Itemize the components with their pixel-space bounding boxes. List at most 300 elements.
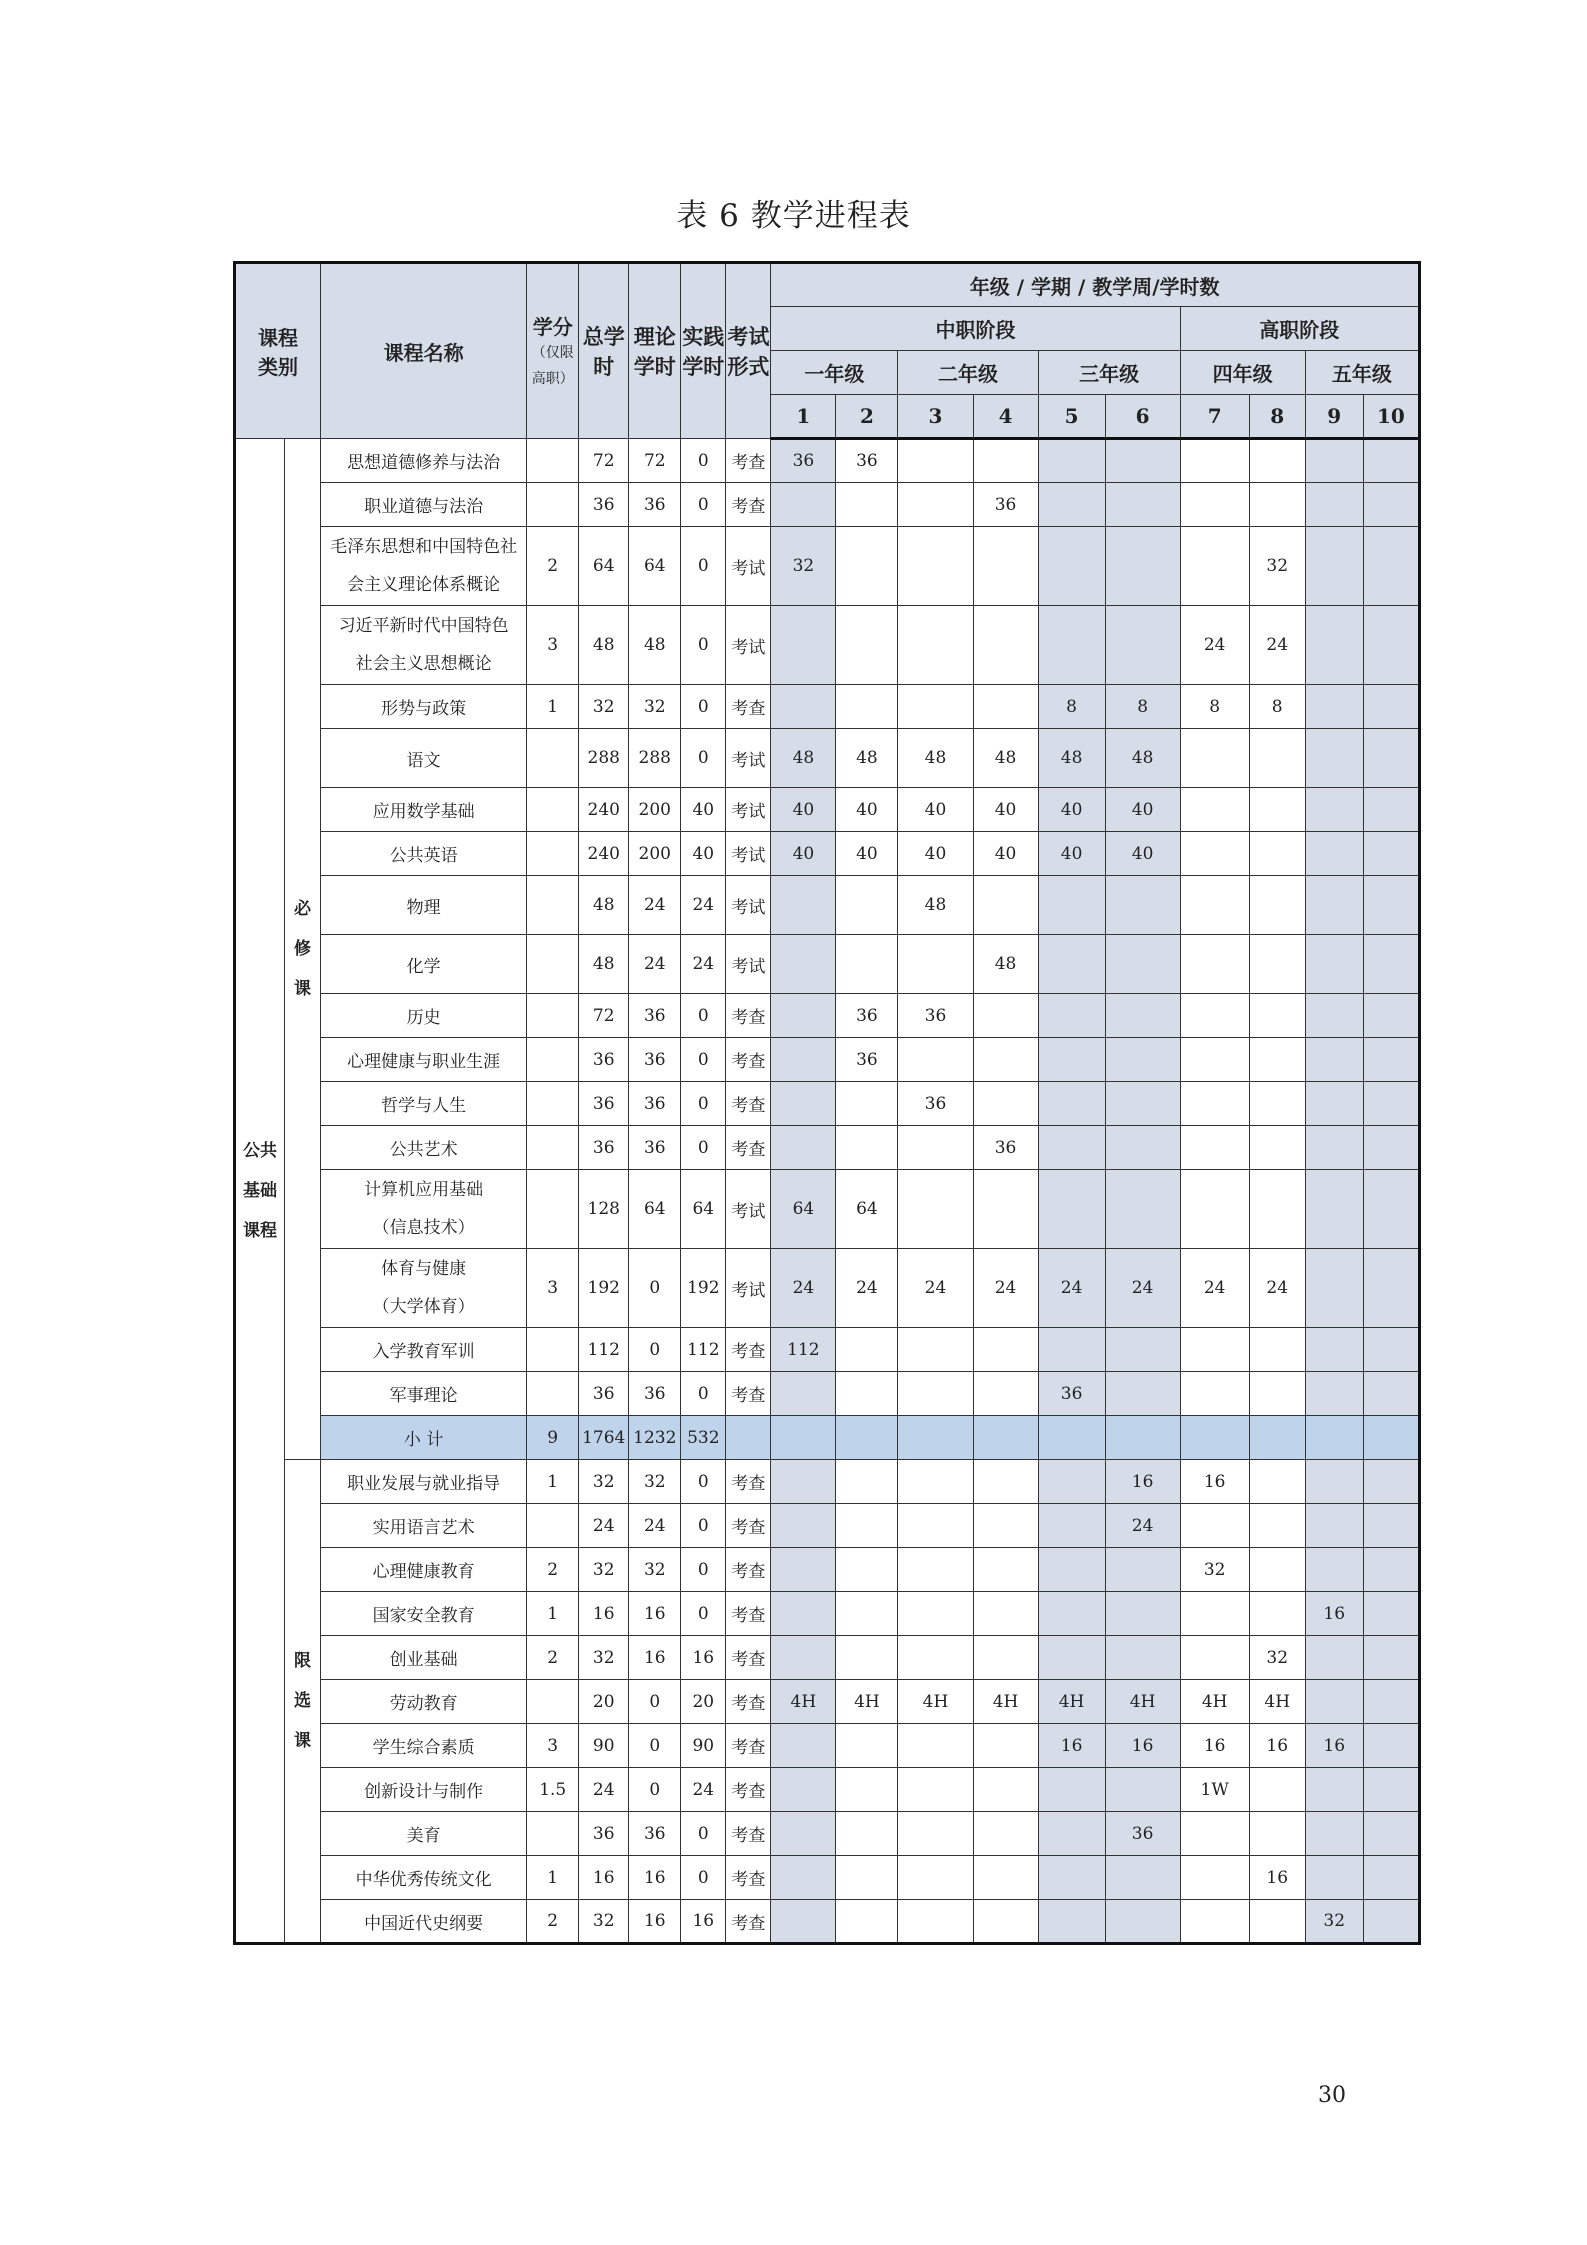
- header-practice-hours: 实践 学时: [681, 263, 726, 439]
- cell-credit: [527, 1170, 579, 1249]
- term-cell: 16: [1105, 1460, 1180, 1504]
- cell-total: 64: [579, 527, 629, 606]
- course-name-cell: 思想道德修养与法治: [321, 439, 527, 483]
- term-cell: 48: [1038, 729, 1105, 788]
- cell-total: 72: [579, 439, 629, 483]
- table-row: [235, 483, 1420, 527]
- course-name-cell: 化学: [321, 935, 527, 994]
- term-cell: 32: [771, 527, 836, 606]
- table-row: [235, 1328, 1420, 1372]
- cell-exam: 考查: [726, 1126, 771, 1170]
- cell-credit: [527, 1082, 579, 1126]
- term-cell: [1180, 1170, 1249, 1249]
- term-cell: [898, 1038, 973, 1082]
- table-row: [235, 1856, 1420, 1900]
- term-cell: [973, 1812, 1038, 1856]
- cell-credit: 3: [527, 1249, 579, 1328]
- term-cell: 36: [836, 1038, 898, 1082]
- course-name-cell: 哲学与人生: [321, 1082, 527, 1126]
- cell-total: 20: [579, 1680, 629, 1724]
- term-cell: [771, 1724, 836, 1768]
- term-cell: [1363, 1460, 1419, 1504]
- term-cell: [836, 606, 898, 685]
- course-name-cell: 应用数学基础: [321, 788, 527, 832]
- term-cell: 48: [771, 729, 836, 788]
- term-cell: [1038, 606, 1105, 685]
- header-term: 6: [1105, 395, 1180, 439]
- course-name-cell: 美育: [321, 1812, 527, 1856]
- cell-theory: 32: [629, 685, 681, 729]
- term-cell: 40: [1105, 788, 1180, 832]
- cell-practice: 0: [681, 1372, 726, 1416]
- subtotal-credit: 9: [527, 1416, 579, 1460]
- term-cell: [1305, 1082, 1363, 1126]
- cell-theory: 24: [629, 1504, 681, 1548]
- term-cell: 8: [1105, 685, 1180, 729]
- header-total-hours: 总学 时: [579, 263, 629, 439]
- cell-exam: 考查: [726, 1636, 771, 1680]
- cell-practice: 0: [681, 439, 726, 483]
- term-cell: [1180, 1812, 1249, 1856]
- term-cell: 40: [771, 788, 836, 832]
- cell-total: 24: [579, 1504, 629, 1548]
- term-cell: 24: [1038, 1249, 1105, 1328]
- term-cell: 32: [1180, 1548, 1249, 1592]
- term-cell: 4H: [771, 1680, 836, 1724]
- term-cell: [1363, 1038, 1419, 1082]
- term-cell: [1105, 1126, 1180, 1170]
- term-cell: [1038, 1328, 1105, 1372]
- cell-exam: 考查: [726, 1724, 771, 1768]
- course-name-cell: 学生综合素质: [321, 1724, 527, 1768]
- table-row: [235, 685, 1420, 729]
- term-cell: [1038, 994, 1105, 1038]
- term-cell: [1105, 606, 1180, 685]
- term-cell: 16: [1305, 1724, 1363, 1768]
- term-cell: 48: [898, 876, 973, 935]
- table-row: [235, 1900, 1420, 1944]
- term-cell: 36: [771, 439, 836, 483]
- subtotal-empty: [1305, 1416, 1363, 1460]
- term-cell: [1249, 729, 1305, 788]
- table-row: [235, 1812, 1420, 1856]
- cell-total: 72: [579, 994, 629, 1038]
- term-cell: [1305, 832, 1363, 876]
- cell-theory: 288: [629, 729, 681, 788]
- course-name-cell: 实用语言艺术: [321, 1504, 527, 1548]
- subtotal-empty: [1105, 1416, 1180, 1460]
- term-cell: [973, 1724, 1038, 1768]
- cell-exam: 考试: [726, 1249, 771, 1328]
- term-cell: [898, 935, 973, 994]
- cell-exam: 考查: [726, 1504, 771, 1548]
- term-cell: [1038, 1900, 1105, 1944]
- term-cell: [898, 1328, 973, 1372]
- header-grade-term: 年级 / 学期 / 教学周/学时数: [771, 263, 1420, 307]
- course-name-cell: 军事理论: [321, 1372, 527, 1416]
- cell-practice: 0: [681, 994, 726, 1038]
- cell-total: 36: [579, 1812, 629, 1856]
- term-cell: 16: [1305, 1592, 1363, 1636]
- term-cell: [973, 1856, 1038, 1900]
- term-cell: 64: [771, 1170, 836, 1249]
- term-cell: [1038, 1082, 1105, 1126]
- term-cell: [1363, 994, 1419, 1038]
- term-cell: [1105, 1170, 1180, 1249]
- term-cell: [1363, 1636, 1419, 1680]
- table-row: [235, 1170, 1420, 1249]
- term-cell: [1363, 1170, 1419, 1249]
- cell-credit: 1: [527, 1592, 579, 1636]
- table-row: [235, 1504, 1420, 1548]
- subtotal-empty: [1363, 1416, 1419, 1460]
- term-cell: [1305, 1548, 1363, 1592]
- term-cell: [836, 1592, 898, 1636]
- table-row: [235, 1249, 1420, 1328]
- term-cell: [1180, 1328, 1249, 1372]
- term-cell: [1038, 527, 1105, 606]
- course-name-cell: 公共艺术: [321, 1126, 527, 1170]
- term-cell: [1305, 1328, 1363, 1372]
- term-cell: 8: [1249, 685, 1305, 729]
- cell-credit: 1.5: [527, 1768, 579, 1812]
- cell-practice: 24: [681, 876, 726, 935]
- course-name-cell: 创新设计与制作: [321, 1768, 527, 1812]
- term-cell: 16: [1249, 1724, 1305, 1768]
- table-row: [235, 788, 1420, 832]
- cell-practice: 24: [681, 935, 726, 994]
- cell-credit: [527, 994, 579, 1038]
- course-name-cell: 职业道德与法治: [321, 483, 527, 527]
- cell-total: 36: [579, 1372, 629, 1416]
- term-cell: [1249, 1592, 1305, 1636]
- term-cell: 32: [1305, 1900, 1363, 1944]
- term-cell: [1363, 1126, 1419, 1170]
- cell-credit: [527, 483, 579, 527]
- term-cell: [1038, 439, 1105, 483]
- course-name-cell: 物理: [321, 876, 527, 935]
- cell-practice: 40: [681, 788, 726, 832]
- cell-total: 128: [579, 1170, 629, 1249]
- term-cell: [1363, 1680, 1419, 1724]
- cell-practice: 90: [681, 1724, 726, 1768]
- cell-theory: 0: [629, 1768, 681, 1812]
- teaching-schedule-table: [233, 261, 1421, 1945]
- term-cell: [1180, 1082, 1249, 1126]
- term-cell: [1305, 1680, 1363, 1724]
- header-category: 课程 类别: [235, 263, 321, 439]
- cell-total: 288: [579, 729, 629, 788]
- term-cell: [771, 994, 836, 1038]
- course-name-cell: 形势与政策: [321, 685, 527, 729]
- term-cell: 48: [898, 729, 973, 788]
- table-row: [235, 1592, 1420, 1636]
- term-cell: [1305, 439, 1363, 483]
- term-cell: [771, 1812, 836, 1856]
- term-cell: [1180, 729, 1249, 788]
- header-term: 1: [771, 395, 836, 439]
- term-cell: [1038, 1170, 1105, 1249]
- table-row: [235, 527, 1420, 606]
- term-cell: 112: [771, 1328, 836, 1372]
- term-cell: 16: [1180, 1460, 1249, 1504]
- header-term: 10: [1363, 395, 1419, 439]
- term-cell: [898, 527, 973, 606]
- term-cell: [1180, 439, 1249, 483]
- cell-theory: 16: [629, 1592, 681, 1636]
- term-cell: [898, 1636, 973, 1680]
- term-cell: [1363, 876, 1419, 935]
- term-cell: [771, 606, 836, 685]
- term-cell: 24: [898, 1249, 973, 1328]
- term-cell: [973, 876, 1038, 935]
- term-cell: [1363, 527, 1419, 606]
- cell-total: 32: [579, 1460, 629, 1504]
- term-cell: [771, 1900, 836, 1944]
- term-cell: [1363, 439, 1419, 483]
- cell-theory: 16: [629, 1636, 681, 1680]
- term-cell: [973, 606, 1038, 685]
- term-cell: [1363, 935, 1419, 994]
- course-name-cell: 中国近代史纲要: [321, 1900, 527, 1944]
- term-cell: [1038, 1856, 1105, 1900]
- term-cell: [898, 1548, 973, 1592]
- course-name-cell: 职业发展与就业指导: [321, 1460, 527, 1504]
- term-cell: [1180, 1126, 1249, 1170]
- cell-exam: 考查: [726, 994, 771, 1038]
- term-cell: [1249, 1548, 1305, 1592]
- cell-practice: 64: [681, 1170, 726, 1249]
- cell-practice: 0: [681, 1548, 726, 1592]
- subtotal-empty: [771, 1416, 836, 1460]
- header-grade-3: 三年级: [1038, 351, 1180, 395]
- course-name-cell: 语文: [321, 729, 527, 788]
- cell-practice: 0: [681, 729, 726, 788]
- cell-exam: 考查: [726, 439, 771, 483]
- term-cell: 4H: [973, 1680, 1038, 1724]
- cell-exam: 考试: [726, 788, 771, 832]
- term-cell: [1363, 788, 1419, 832]
- term-cell: [1105, 935, 1180, 994]
- term-cell: [771, 1460, 836, 1504]
- term-cell: [1180, 1372, 1249, 1416]
- course-name-cell: 习近平新时代中国特色 社会主义思想概论: [321, 606, 527, 685]
- term-cell: [1180, 527, 1249, 606]
- term-cell: 36: [836, 994, 898, 1038]
- subtotal-row: [235, 1416, 1420, 1460]
- subtotal-empty: [726, 1416, 771, 1460]
- term-cell: [1105, 439, 1180, 483]
- term-cell: [898, 483, 973, 527]
- cell-theory: 16: [629, 1900, 681, 1944]
- term-cell: 4H: [898, 1680, 973, 1724]
- term-cell: [1305, 1636, 1363, 1680]
- term-cell: [771, 1504, 836, 1548]
- term-cell: [1180, 483, 1249, 527]
- term-cell: [1105, 876, 1180, 935]
- term-cell: [1305, 483, 1363, 527]
- subtotal-empty: [1038, 1416, 1105, 1460]
- term-cell: [836, 1082, 898, 1126]
- term-cell: 16: [1249, 1856, 1305, 1900]
- term-cell: 36: [898, 1082, 973, 1126]
- term-cell: [1249, 1372, 1305, 1416]
- subtotal-label: 小 计: [321, 1416, 527, 1460]
- cell-exam: 考试: [726, 527, 771, 606]
- cell-exam: 考查: [726, 1592, 771, 1636]
- cell-exam: 考试: [726, 876, 771, 935]
- term-cell: [898, 1372, 973, 1416]
- term-cell: [898, 1126, 973, 1170]
- term-cell: [898, 1504, 973, 1548]
- table-row: [235, 1460, 1420, 1504]
- cell-credit: [527, 1328, 579, 1372]
- term-cell: [836, 1856, 898, 1900]
- subtotal-empty: [836, 1416, 898, 1460]
- header-course-name: 课程名称: [321, 263, 527, 439]
- term-cell: [1038, 1592, 1105, 1636]
- term-cell: 4H: [1038, 1680, 1105, 1724]
- cell-practice: 0: [681, 1504, 726, 1548]
- term-cell: [1180, 1592, 1249, 1636]
- term-cell: [1105, 994, 1180, 1038]
- term-cell: [1038, 1126, 1105, 1170]
- term-cell: [973, 1460, 1038, 1504]
- term-cell: 24: [771, 1249, 836, 1328]
- term-cell: [898, 1856, 973, 1900]
- term-cell: 32: [1249, 527, 1305, 606]
- term-cell: [836, 685, 898, 729]
- term-cell: [771, 1636, 836, 1680]
- term-cell: 36: [1038, 1372, 1105, 1416]
- term-cell: [1249, 1328, 1305, 1372]
- term-cell: [1363, 1856, 1419, 1900]
- term-cell: 24: [1105, 1249, 1180, 1328]
- term-cell: 40: [898, 788, 973, 832]
- cell-exam: 考查: [726, 1856, 771, 1900]
- term-cell: [1305, 1126, 1363, 1170]
- term-cell: 36: [973, 483, 1038, 527]
- term-cell: [898, 1724, 973, 1768]
- subtotal-empty: [973, 1416, 1038, 1460]
- cell-theory: 36: [629, 994, 681, 1038]
- term-cell: 48: [973, 935, 1038, 994]
- cell-theory: 36: [629, 1372, 681, 1416]
- term-cell: [973, 994, 1038, 1038]
- term-cell: [1305, 788, 1363, 832]
- term-cell: 24: [1105, 1504, 1180, 1548]
- term-cell: 36: [898, 994, 973, 1038]
- cell-credit: 3: [527, 606, 579, 685]
- term-cell: [1249, 439, 1305, 483]
- term-cell: 16: [1105, 1724, 1180, 1768]
- header-stage-secondary: 中职阶段: [771, 307, 1180, 351]
- subtotal-theory: 1232: [629, 1416, 681, 1460]
- header-grade-5: 五年级: [1305, 351, 1419, 395]
- cell-credit: 2: [527, 1548, 579, 1592]
- term-cell: [836, 1126, 898, 1170]
- cell-total: 32: [579, 1636, 629, 1680]
- cell-exam: 考查: [726, 1082, 771, 1126]
- cell-practice: 0: [681, 1812, 726, 1856]
- term-cell: 4H: [1105, 1680, 1180, 1724]
- cell-practice: 40: [681, 832, 726, 876]
- header-term: 9: [1305, 395, 1363, 439]
- term-cell: [898, 1170, 973, 1249]
- cell-credit: 2: [527, 527, 579, 606]
- term-cell: [898, 685, 973, 729]
- cell-exam: 考查: [726, 1460, 771, 1504]
- cell-total: 240: [579, 788, 629, 832]
- cell-practice: 16: [681, 1900, 726, 1944]
- cell-exam: 考查: [726, 1900, 771, 1944]
- term-cell: [898, 1592, 973, 1636]
- cell-total: 112: [579, 1328, 629, 1372]
- term-cell: [1105, 1856, 1180, 1900]
- term-cell: 40: [836, 832, 898, 876]
- term-cell: [973, 439, 1038, 483]
- term-cell: [973, 1768, 1038, 1812]
- cell-exam: 考试: [726, 832, 771, 876]
- cell-theory: 64: [629, 1170, 681, 1249]
- cell-exam: 考试: [726, 729, 771, 788]
- course-name-cell: 计算机应用基础 （信息技术）: [321, 1170, 527, 1249]
- table-row: [235, 1082, 1420, 1126]
- term-cell: [771, 1372, 836, 1416]
- term-cell: [1305, 1504, 1363, 1548]
- term-cell: [1249, 1900, 1305, 1944]
- term-cell: [1363, 832, 1419, 876]
- term-cell: 16: [1180, 1724, 1249, 1768]
- term-cell: [1105, 1768, 1180, 1812]
- cell-total: 32: [579, 1900, 629, 1944]
- term-cell: [1180, 1856, 1249, 1900]
- cell-credit: [527, 729, 579, 788]
- teaching-schedule-table-wrap: [233, 261, 1421, 1945]
- cell-theory: 16: [629, 1856, 681, 1900]
- group-elective: 限 选 课: [285, 1460, 321, 1944]
- cell-credit: [527, 1680, 579, 1724]
- cell-practice: 24: [681, 1768, 726, 1812]
- header-credit: 学分 （仅限 高职）: [527, 263, 579, 439]
- term-cell: [1105, 1900, 1180, 1944]
- cell-exam: 考查: [726, 1768, 771, 1812]
- cell-credit: [527, 832, 579, 876]
- term-cell: 40: [771, 832, 836, 876]
- category-public-basic: 公共 基础 课程: [235, 439, 285, 1944]
- cell-credit: 2: [527, 1900, 579, 1944]
- header-term: 2: [836, 395, 898, 439]
- cell-total: 48: [579, 876, 629, 935]
- cell-total: 48: [579, 606, 629, 685]
- cell-practice: 192: [681, 1249, 726, 1328]
- term-cell: [1180, 1038, 1249, 1082]
- term-cell: [836, 1372, 898, 1416]
- term-cell: [1305, 1038, 1363, 1082]
- table-row: [235, 439, 1420, 483]
- term-cell: [1038, 1460, 1105, 1504]
- term-cell: [1363, 1768, 1419, 1812]
- cell-practice: 0: [681, 1592, 726, 1636]
- term-cell: [1305, 606, 1363, 685]
- cell-theory: 36: [629, 1126, 681, 1170]
- term-cell: [836, 1328, 898, 1372]
- table-row: [235, 606, 1420, 685]
- cell-theory: 64: [629, 527, 681, 606]
- cell-theory: 36: [629, 483, 681, 527]
- course-name-cell: 入学教育军训: [321, 1328, 527, 1372]
- term-cell: [973, 1170, 1038, 1249]
